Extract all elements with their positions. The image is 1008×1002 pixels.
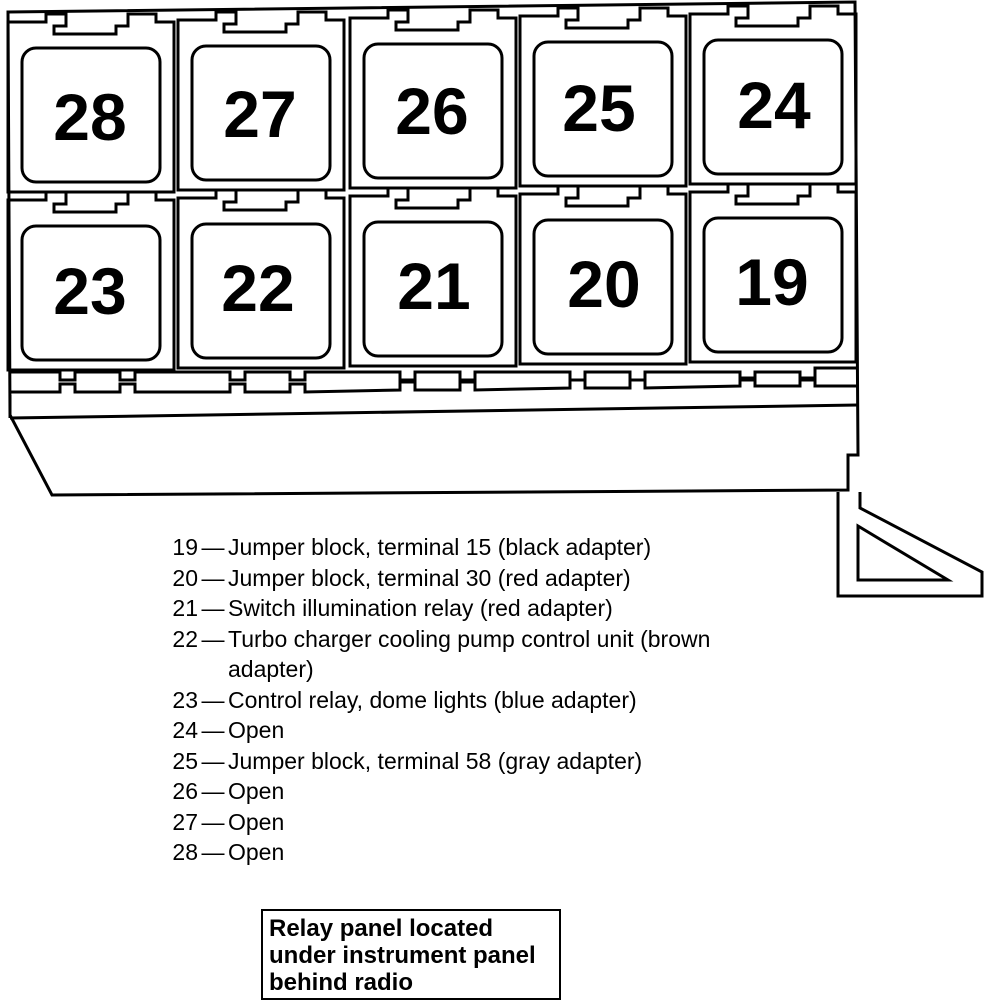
- legend-description: Switch illumination relay (red adapter): [228, 595, 613, 621]
- legend-number: 22: [172, 625, 198, 652]
- legend-description: Jumper block, terminal 58 (gray adapter): [228, 747, 643, 774]
- legend-number: 23: [172, 686, 198, 713]
- legend-dash: —: [201, 595, 225, 621]
- legend-number: 28: [172, 839, 198, 865]
- legend-description: Open: [228, 778, 285, 804]
- legend-item: [160, 563, 800, 594]
- legend-dash: —: [201, 808, 225, 835]
- note-line: behind radio: [269, 969, 413, 996]
- slot-number-19: 19: [735, 245, 809, 319]
- legend-item: [160, 624, 800, 685]
- legend-number: 21: [172, 595, 198, 621]
- note-line: under instrument panel: [269, 942, 536, 969]
- legend-dash: —: [201, 839, 225, 865]
- legend-description: Open: [228, 839, 285, 865]
- slot-number-22: 22: [221, 251, 295, 325]
- legend-item: [160, 593, 800, 624]
- legend-dash: —: [201, 747, 225, 774]
- legend-item: [160, 807, 800, 838]
- slot-number-28: 28: [53, 80, 127, 154]
- legend-number: 26: [172, 778, 198, 804]
- slot-number-20: 20: [567, 247, 641, 321]
- note-line: Relay panel located: [269, 915, 494, 942]
- legend-item: [160, 837, 800, 868]
- legend-description: Turbo charger cooling pump control unit (brown adapter): [228, 625, 711, 682]
- legend-description: Open: [228, 717, 285, 743]
- legend-description: Jumper block, terminal 30 (red adapter): [228, 564, 631, 591]
- location-note-box: [261, 909, 561, 1000]
- legend-number: 19: [172, 534, 198, 560]
- legend-dash: —: [201, 778, 225, 804]
- slot-number-21: 21: [397, 249, 471, 323]
- legend-dash: —: [201, 625, 225, 652]
- legend-item: [160, 746, 800, 777]
- slot-number-26: 26: [395, 74, 469, 148]
- legend-description: Control relay, dome lights (blue adapter): [228, 686, 637, 713]
- legend-dash: —: [201, 564, 225, 591]
- legend-number: 20: [172, 564, 198, 591]
- legend-item: [160, 685, 800, 716]
- relay-legend: [160, 532, 800, 868]
- slot-number-25: 25: [562, 71, 636, 145]
- legend-number: 25: [172, 747, 198, 774]
- slot-number-27: 27: [223, 77, 297, 151]
- legend-item: [160, 532, 800, 563]
- legend-item: [160, 776, 800, 807]
- legend-description: Open: [228, 808, 285, 835]
- legend-number: 27: [172, 808, 198, 835]
- legend-dash: —: [201, 717, 225, 743]
- legend-number: 24: [172, 717, 198, 743]
- slot-number-23: 23: [53, 254, 127, 328]
- legend-dash: —: [201, 686, 225, 713]
- legend-description: Jumper block, terminal 15 (black adapter): [228, 534, 652, 560]
- slot-number-24: 24: [737, 68, 811, 142]
- legend-dash: —: [201, 534, 225, 560]
- legend-item: [160, 715, 800, 746]
